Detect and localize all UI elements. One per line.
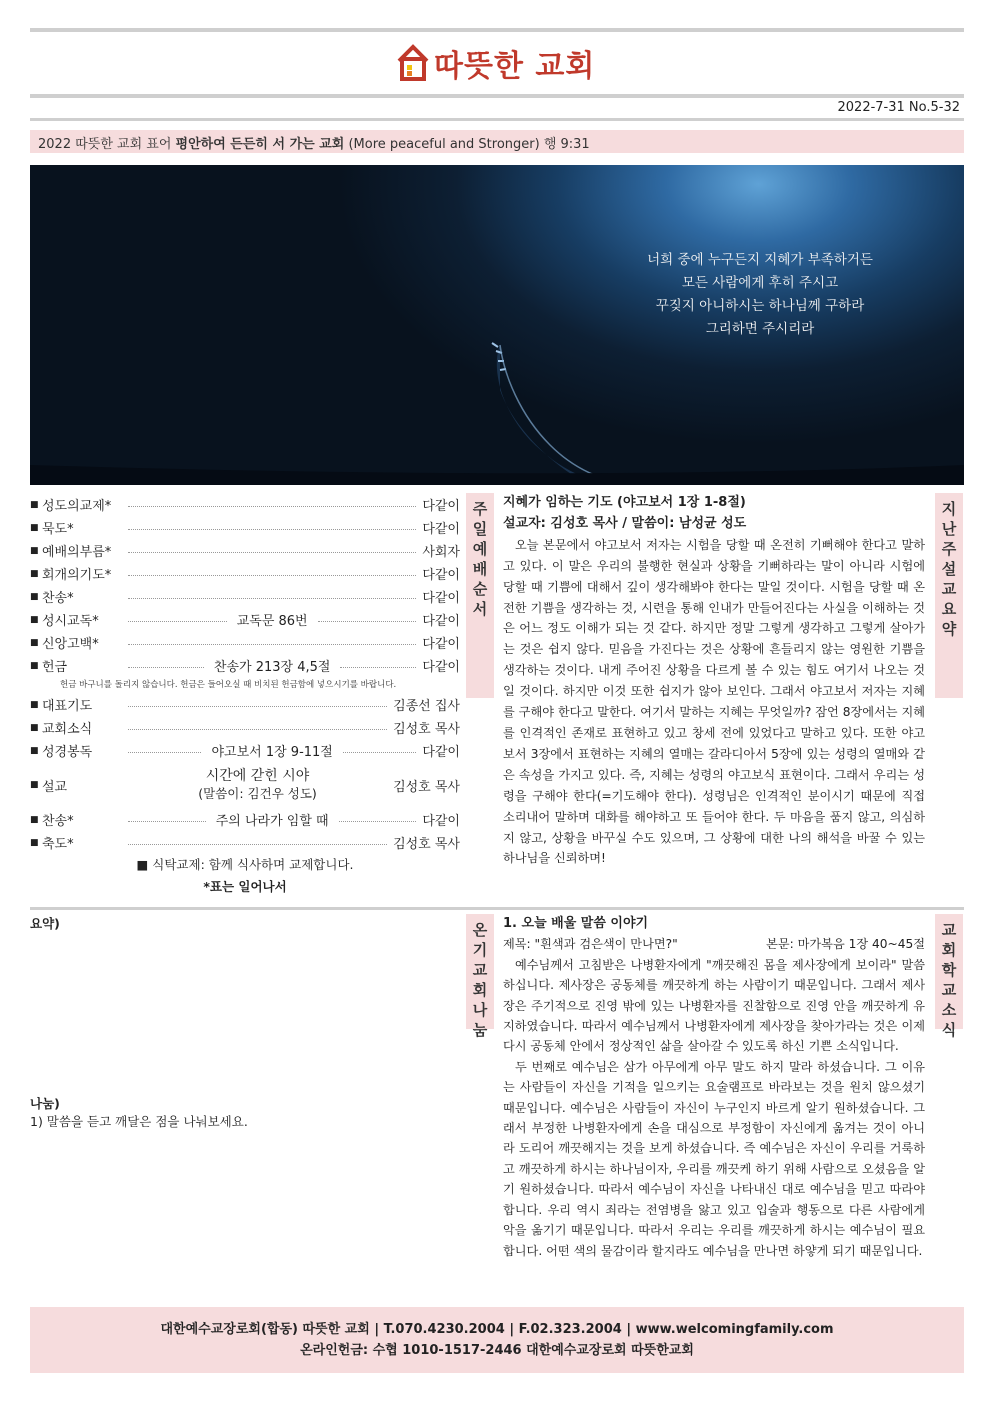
worship-order bbox=[30, 493, 460, 898]
hero-image bbox=[30, 165, 964, 485]
order-item bbox=[30, 808, 460, 831]
top-rule bbox=[30, 28, 964, 32]
tab-label: 주일예배순서 bbox=[472, 500, 488, 618]
school-subject: 제목: "흰색과 검은색이 만나면?" bbox=[503, 937, 678, 952]
summary-label: 요약) bbox=[30, 916, 60, 931]
sermon-summary-body: 오늘 본문에서 야고보서 저자는 시험을 당할 때 온전히 기뻐해야 한다고 말하고 있다. 이 말은 우리의 불행한 현실과 상황을 기뻐하라는 말이 아니라 시험에 당할 때 기쁨에 대해서 깊이 생각해봐야 한다는 말일 것이다. 시험을 당할 때 온전한 기쁨을 생각하는 것, 시련을 통해 인내가 만들어진다는 사실을 이해하는 것은 어느 정도 이해가 되는 것 같다. 하지만 정말 그렇게 생각하고 그렇게 살아가는 것은 쉽지 않다. 믿음을 가진다는 것은 상황에 흔들리지 않는 영원한 기쁨을 생각하는 것이다. 내게 주어진 상황을 다르게 볼 수 있는 힘도 여기서 나오는 것일 것이다. 하지만 이것 또한 쉽지가 않아 보인다. 그래서 야고보서 저자는 지혜를 구해야 한다고 말한다. 여기서 말하는 지혜는 무엇일까? 잠언 8장에서는 지혜를 인격적인 존재로 표현하고 있고 창세 전에 있었다고 말하고 있다. 또한 야고보서 3장에서 표현하는 지혜의 열매는 갈라디아서 5장에 있는 성령의 열매와 같은 속성을 가지고 있다. 즉, 지혜는 성령의 야고보식 표현이다. 그래서 우리는 성령을 구해야 한다(=기도해야 한다). 성령님은 인격적인 분이시기 때문에 직접 소리내어 말하며 대화를 해야하고 또 들어야 한다. 두 마음을 품지 않고, 의심하지 않고, 상황을 바꾸실 수도 있으며, 그 상황에 대한 나의 해석을 바꿀 수 있는 하나님을 신뢰하며! bbox=[503, 537, 925, 866]
school-paragraph-2: 두 번째로 예수님은 삼가 아무에게 아무 말도 하지 말라 하셨습니다. 그 이유는 사람들이 자신을 기적을 일으키는 요술램프로 바라보는 것을 원치 않으셨기 때문입니다. 예수님은 사람들이 자신이 누구인지 바르게 알기 원하셨습니다. 그래서 부정한 나병환자에게 손을 대심으로 부정함이 자신에게 옮겨는 것이 아니라 도리어 깨끗해지는 것을 보게 하셨습니다. 즉 예수님은 자신이 우리를 거룩하고 깨끗하게 하시는 하나님이자, 우리를 깨끗케 하기 위해 사람으로 오셨음을 알기 원하셨습니다. 따라서 예수님이 자신을 나타내신 대로 예수님을 믿고 따라야 합니다. 우리 역시 죄라는 전염병을 앓고 있고 입술과 행동으로 다른 사람에게 악을 옮기기 때문입니다. 따라서 우리는 우리를 깨끗하게 하시는 예수님이 필요합니다. 어떤 색의 물감이라 할지라도 예수님을 만나면 하얗게 되기 때문입니다. bbox=[503, 1059, 925, 1258]
order-item-name: 대표기도 bbox=[42, 699, 93, 714]
order-item-name: 성도의교제* bbox=[42, 499, 112, 514]
motto-prefix: 2022 따뜻한 교회 표어 bbox=[38, 137, 176, 152]
church-logo bbox=[396, 38, 595, 88]
bullet-icon: ■ bbox=[30, 545, 39, 556]
bullet-icon: ■ bbox=[30, 568, 39, 579]
order-item-leader: 다같이 bbox=[422, 568, 460, 583]
bullet-icon: ■ bbox=[30, 660, 39, 671]
order-item-name: 예배의부름* bbox=[42, 545, 112, 560]
tab-worship-order bbox=[466, 493, 494, 698]
sermon-title: 시간에 갇힌 시야 bbox=[205, 768, 310, 784]
share-question: 1) 말씀을 듣고 깨달은 점을 나눠보세요. bbox=[30, 1114, 248, 1129]
order-item bbox=[30, 831, 460, 854]
issue-number: 2022-7-31 No.5-32 bbox=[837, 100, 960, 115]
order-item-leader: 다같이 bbox=[422, 499, 460, 514]
order-item bbox=[30, 562, 460, 585]
order-item-name: 교회소식 bbox=[42, 722, 93, 737]
order-item-name: 성시교독* bbox=[42, 614, 99, 629]
hero-verse bbox=[590, 249, 930, 341]
order-item-detail: 주의 나라가 임할 때 bbox=[212, 810, 333, 829]
order-item-name: 찬송* bbox=[42, 591, 74, 606]
offering-note: 헌금 바구니를 돌리지 않습니다. 헌금은 들어오실 때 비치된 헌금함에 넣으시기를 바랍니다. bbox=[60, 680, 397, 690]
verse-line: 너희 중에 누구든지 지혜가 부족하거든 bbox=[647, 252, 873, 268]
bullet-icon: ■ bbox=[30, 637, 39, 648]
order-item-sermon bbox=[30, 762, 460, 808]
motto-highlight: 평안하여 든든히 서 가는 교회 bbox=[175, 137, 345, 152]
order-item-leader: 다같이 bbox=[422, 745, 460, 760]
footer bbox=[30, 1307, 964, 1373]
tab-label: 교회학교소식 bbox=[941, 921, 957, 1039]
meal-note: ■ 식탁교제: 함께 식사하며 교제합니다. bbox=[136, 857, 354, 872]
order-item-leader: 김성호 목사 bbox=[393, 779, 460, 795]
bullet-icon: ■ bbox=[30, 745, 39, 756]
sermon-speaker: (말씀이: 김건우 성도) bbox=[198, 786, 317, 801]
order-item bbox=[30, 631, 460, 654]
bullet-icon: ■ bbox=[30, 591, 39, 602]
tab-school-news bbox=[935, 914, 963, 1039]
order-item-leader: 다같이 bbox=[422, 614, 460, 629]
order-item-leader: 김성호 목사 bbox=[393, 722, 460, 737]
issue-rule bbox=[30, 118, 964, 121]
bullet-icon: ■ bbox=[30, 722, 39, 733]
sermon-summary-title: 지혜가 임하는 기도 (야고보서 1장 1-8절) bbox=[503, 495, 746, 510]
order-item-leader: 다같이 bbox=[422, 591, 460, 606]
order-item bbox=[30, 608, 460, 631]
bullet-icon: ■ bbox=[30, 837, 39, 848]
family-sharing bbox=[30, 914, 460, 1130]
church-name: 따뜻한 교회 bbox=[434, 49, 596, 84]
order-item-name: 신앙고백* bbox=[42, 637, 99, 652]
order-item-name: 묵도* bbox=[42, 522, 74, 537]
order-item-detail: 야고보서 1장 9-11절 bbox=[207, 741, 336, 760]
order-item-detail: 교독문 86번 bbox=[233, 610, 312, 629]
order-item bbox=[30, 654, 460, 677]
order-item-detail: 찬송가 213장 4,5절 bbox=[210, 656, 335, 675]
school-meta bbox=[503, 934, 925, 954]
header-rule bbox=[30, 94, 964, 98]
bullet-icon: ■ bbox=[30, 614, 39, 625]
bullet-icon: ■ bbox=[30, 780, 39, 790]
bullet-icon: ■ bbox=[30, 499, 39, 510]
house-icon bbox=[396, 43, 430, 83]
tab-family-sharing bbox=[466, 914, 494, 1039]
section-rule bbox=[30, 907, 964, 910]
footer-contact: 대한예수교장로회(합동) 따뜻한 교회 | T.070.4230.2004 | F.02.323.2004 | www.welcomingfamily.com bbox=[160, 1322, 834, 1337]
order-item-leader: 다같이 bbox=[422, 522, 460, 537]
tab-label: 지난주설교요약 bbox=[941, 500, 957, 638]
verse-line: 모든 사람에게 후히 주시고 bbox=[681, 275, 839, 291]
order-item bbox=[30, 493, 460, 516]
order-item bbox=[30, 585, 460, 608]
tab-label: 온기교회나눔 bbox=[472, 921, 488, 1039]
sermon-summary-preacher: 설교자: 김성호 목사 / 말씀이: 남성균 성도 bbox=[503, 515, 747, 531]
tab-sermon-summary bbox=[935, 493, 963, 698]
order-item-leader: 김종선 집사 bbox=[393, 699, 460, 714]
motto-suffix: (More peaceful and Stronger) 행 9:31 bbox=[344, 137, 590, 152]
order-item bbox=[30, 693, 460, 716]
church-school bbox=[503, 914, 925, 1261]
school-paragraph-1: 예수님께서 고침받은 나병환자에게 "깨끗해진 몸을 제사장에게 보이라" 말씀하십니다. 제사장은 공동체를 깨끗하게 하는 사람이기 때문입니다. 그래서 제사장은 주기적으로 진영 밖에 있는 나병환자를 진찰함으로 진영 안을 깨끗하게 유지하였습니다. 따라서 예수님께서 나병환자에게 제사장을 찾아가라는 것은 이제 다시 공동체 안에서 정상적인 삶을 살아갈 수 있도록 하신 기쁜 소식입니다. bbox=[503, 957, 925, 1054]
sermon-summary bbox=[503, 493, 925, 869]
order-item-name: 성경봉독 bbox=[42, 745, 93, 760]
motto-bar bbox=[30, 130, 964, 153]
share-label: 나눔) bbox=[30, 1096, 60, 1111]
order-item-name: 헌금 bbox=[42, 660, 68, 675]
order-item-leader: 다같이 bbox=[422, 660, 460, 675]
summary-blank bbox=[30, 934, 460, 1094]
order-item-name: 회개의기도* bbox=[42, 568, 112, 583]
order-item-name: 설교 bbox=[42, 779, 68, 795]
school-heading: 1. 오늘 배울 말씀 이야기 bbox=[503, 916, 649, 931]
verse-line: 그리하면 주시리라 bbox=[705, 321, 815, 337]
order-item-name: 축도* bbox=[42, 837, 74, 852]
order-item-leader: 다같이 bbox=[422, 814, 460, 829]
sermon-title-block bbox=[122, 768, 393, 802]
bullet-icon: ■ bbox=[30, 522, 39, 533]
order-item bbox=[30, 716, 460, 739]
bullet-icon: ■ bbox=[30, 814, 39, 825]
bullet-icon: ■ bbox=[30, 699, 39, 710]
order-item bbox=[30, 739, 460, 762]
footer-offering: 온라인헌금: 수협 1010-1517-2446 대한예수교장로회 따뜻한교회 bbox=[300, 1343, 694, 1358]
stand-note: *표는 일어나서 bbox=[203, 879, 287, 894]
order-item bbox=[30, 539, 460, 562]
order-item-leader: 다같이 bbox=[422, 637, 460, 652]
verse-line: 꾸짖지 아니하시는 하나님께 구하라 bbox=[655, 298, 865, 314]
order-item-leader: 김성호 목사 bbox=[393, 837, 460, 852]
school-passage: 본문: 마가복음 1장 40~45절 bbox=[766, 937, 925, 952]
order-item-leader: 사회자 bbox=[422, 545, 460, 560]
order-item-name: 찬송* bbox=[42, 814, 74, 829]
order-item bbox=[30, 516, 460, 539]
